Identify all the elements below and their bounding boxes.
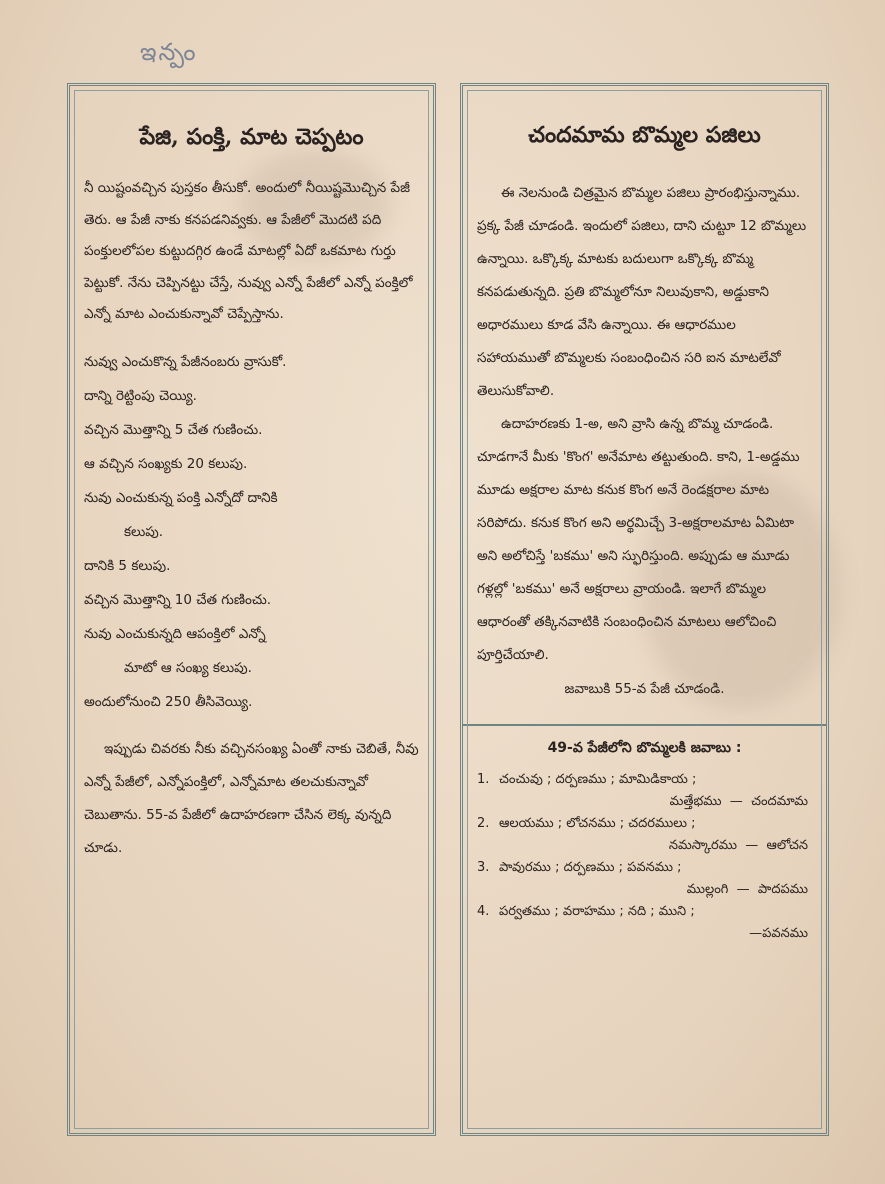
answer-item <box>477 813 812 857</box>
answer-number: 1. <box>477 772 490 787</box>
answer-result: నమస్కారము — ఆలోచన <box>668 838 808 853</box>
answer-item <box>477 857 812 901</box>
answer-result-word: చందమామ <box>751 794 808 809</box>
answer-words: ఆలయము ; లోచనము ; చదరములు ; <box>499 816 696 831</box>
answer-number: 2. <box>477 816 490 831</box>
step-line: వచ్చిన మొత్తాన్ని 10 చేత గుణించు. <box>84 591 272 608</box>
picture-puzzle-column <box>460 83 829 1136</box>
answer-result: మత్తేభము — చందమామ <box>669 794 808 809</box>
answer-result-word: ఆలోచన <box>766 838 808 853</box>
answer-result-word: —పవనము <box>749 926 808 941</box>
answer-result-word: పాదపము <box>757 882 808 897</box>
outro-paragraph: ఇప్పుడు చివరకు నీకు వచ్చినసంఖ్య ఏంతో నాకు చెబితే, నీవు ఎన్నో పేజీలో, ఎన్నోపంక్తిలో, ఎన్నోమాట తలచుకున్నావో చెబుతాను. 55-వ పేజీలో ఉదాహరణగా చేసిన లెక్క వున్నది చూడు. <box>84 740 419 856</box>
answer-result: ముల్లంగి — పాదపము <box>686 882 808 897</box>
answers-title: 49-వ పేజీలోని బొమ్మలకి జవాబు : <box>547 740 742 756</box>
answer-words: పర్వతము ; వరాహము ; నది ; ముని ; <box>499 904 695 919</box>
step-line: ఆ వచ్చిన సంఖ్యకు 20 కలుపు. <box>84 455 248 472</box>
answer-words: చంచువు ; దర్పణము ; మామిడికాయ ; <box>499 772 697 787</box>
answer-number: 3. <box>477 860 490 875</box>
number-trick-column <box>67 83 436 1136</box>
step-line: నువు ఎంచుకున్న పంక్తి ఎన్నోదో దానికి <box>84 489 278 506</box>
handwritten-note: ఇన్పం <box>140 38 198 66</box>
puzzle-intro-paragraph: ఈ నెలనుండి చిత్రమైన బొమ్మల పజిలు ప్రారంభిస్తున్నాము. ప్రక్క పేజీ చూడండి. ఇందులో పజిలు, దాని చుట్టూ 12 బొమ్మలు ఉన్నాయి. ఒక్కొక్క మాటకు బదులుగా ఒక్కొక్క బొమ్మ కనపడుతున్నది. ప్రతి బొమ్మలోనూ నిలువుకాని, అడ్డుకాని అధారములు కూడ వేసి ఉన్నాయి. ఈ ఆధారముల సహాయముతో బొమ్మలకు సంబంధించిన సరి ఐన మాటలేవో తెలుసుకోవాలి. <box>477 185 807 399</box>
steps-list <box>84 345 419 719</box>
step-line: వచ్చిన మొత్తాన్ని 5 చేత గుణించు. <box>84 421 263 438</box>
answer-result <box>477 923 812 945</box>
right-column-title: చందమామ బొమ్మల పజిలు <box>528 122 761 148</box>
step-line: మాటో ఆ సంఖ్య కలుపు. <box>124 659 252 676</box>
answer-words: పావురము ; దర్పణము ; పవనము ; <box>499 860 682 875</box>
step-line: నువు ఎంచుకున్నది ఆపంక్తిలో ఎన్నో <box>84 625 266 642</box>
step-line: కలుపు. <box>124 523 164 540</box>
step-line: దాన్ని రెట్టింపు చెయ్యి. <box>84 387 197 404</box>
step-line: నువ్వు ఎంచుకొన్న పేజీనంబరు వ్రాసుకో. <box>84 353 287 370</box>
step-line: అందులోనుంచి 250 తీసివెయ్యి. <box>84 693 253 710</box>
answer-page-note: జవాబుకి 55-వ పేజీ చూడండి. <box>564 681 725 697</box>
left-column-title: పేజి, పంక్తి, మాట చెప్పటం <box>139 124 364 150</box>
answer-line2: నమస్కారము <box>668 838 737 853</box>
answer-number: 4. <box>477 904 490 919</box>
puzzle-example-paragraph: ఉదాహరణకు 1-అ, అని వ్రాసి ఉన్న బొమ్మ చూడండి. చూడగానే మీకు 'కొంగ' అనేమాట తట్టుతుంది. కాని, 1-అడ్డము మూడు అక్షరాల మాట కనుక కొంగ అనే రెండక్షరాల మాట సరిపోదు. కనుక కొంగ అని అర్థమిచ్చే 3-అక్షరాలమాట ఏమిటా అని అలోచిస్తే 'బకము' అని స్ఫురిస్తుంది. అప్పుడు ఆ మూడు గళ్లల్లో 'బకము' అనే అక్షరాలు వ్రాయండి. ఇలాగే బొమ్మల ఆధారంతో తక్కినవాటికి సంబంధించిన మాటలు ఆలోచించి పూర్తిచేయాలి. <box>477 416 800 663</box>
intro-paragraph: నీ యిష్టంవచ్చిన పుస్తకం తీసుకో. అందులో నీయిష్టమొచ్చిన పేజీ తెరు. ఆ పేజీ నాకు కనపడనివ్వకు. ఆ పేజీలో మొదటి పది పంక్తులలోపల కుట్టుదగ్గిర ఉండే మాటల్లో ఏదో ఒకమాట గుర్తు పెట్టుకో. నేను చెప్పినట్టు చేస్తే, నువ్వు ఎన్నో పేజీలో ఎన్నో పంక్తిలో ఎన్నో మాట ఎంచుకున్నావో చెప్పేస్తాను. <box>84 180 413 322</box>
answer-line2: ముల్లంగి <box>686 882 729 897</box>
answer-line2: మత్తేభము <box>669 794 722 809</box>
answer-item <box>477 901 812 945</box>
section-divider <box>463 724 826 726</box>
step-line: దానికి 5 కలుపు. <box>84 557 171 574</box>
answer-item <box>477 769 812 813</box>
